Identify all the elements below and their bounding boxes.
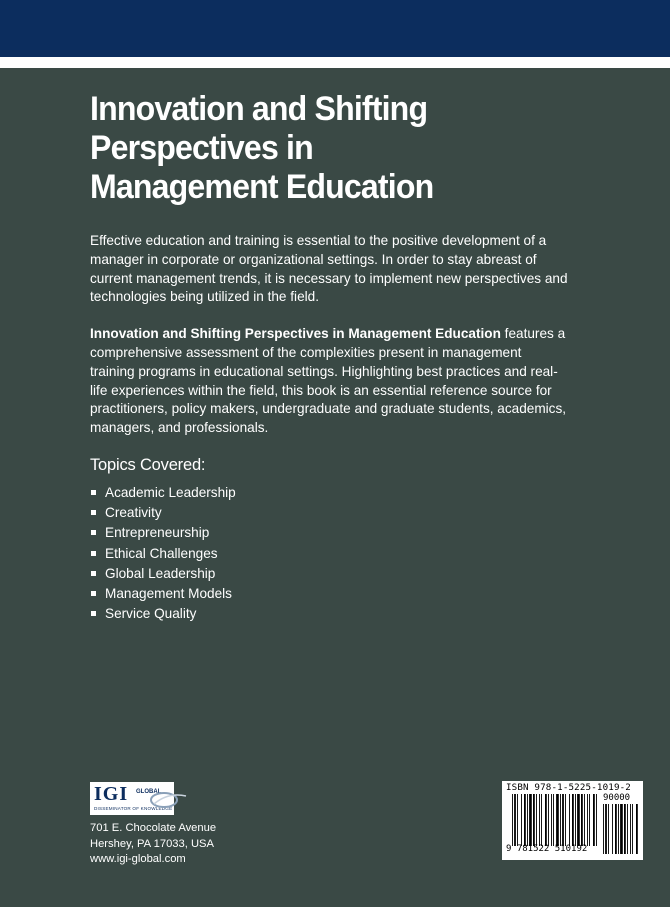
square-bullet-icon xyxy=(91,611,96,616)
square-bullet-icon xyxy=(91,551,96,556)
logo-global-text: GLOBAL xyxy=(136,789,162,795)
address-line-1: 701 E. Chocolate Avenue xyxy=(90,822,217,834)
isbn-barcode xyxy=(502,781,643,860)
square-bullet-icon xyxy=(91,490,96,495)
topics-list xyxy=(90,483,570,624)
square-bullet-icon xyxy=(91,571,96,576)
topic-item xyxy=(90,604,570,624)
white-divider-strip xyxy=(0,57,670,68)
barcode-digits: 9 781522 510192 xyxy=(506,844,588,854)
isbn-label: ISBN 978-1-5225-1019-2 xyxy=(506,782,631,793)
description-paragraph-1: Effective education and training is essential to the positive development of a manager in corporate or organizational settings. In order to stay abreast of current management trends, it is necessary to implement new perspectives and technologies being utilized in the field. xyxy=(90,233,568,305)
topic-item xyxy=(90,503,570,523)
topic-label: Entrepreneurship xyxy=(105,525,210,541)
topic-item xyxy=(90,584,570,604)
publisher-address xyxy=(90,821,290,868)
topic-label: Service Quality xyxy=(105,606,197,622)
publisher-website: www.igi-global.com xyxy=(90,853,186,866)
square-bullet-icon xyxy=(91,591,96,596)
topic-label: Creativity xyxy=(105,505,162,521)
back-cover-content xyxy=(90,90,570,624)
address-line-2: Hershey, PA 17033, USA xyxy=(90,837,214,850)
paragraph-2-bold-title: Innovation and Shifting Perspectives in Management Education xyxy=(90,326,501,342)
logo-tagline: DISSEMINATOR OF KNOWLEDGE xyxy=(94,806,173,811)
topic-item xyxy=(90,483,570,503)
paragraph-2-text: features a comprehensive assessment of the complexities present in management training programs in educational settings. Highlighting best practices and real-life experiences within the field, this book is an essential reference source for practitioners, policy makers, undergraduate and graduate students, academics, managers, and professionals. xyxy=(90,326,567,436)
topic-item xyxy=(90,523,570,543)
barcode-addon-digits: 90000 xyxy=(603,793,631,803)
topics-heading: Topics Covered: xyxy=(90,455,206,474)
topic-label: Academic Leadership xyxy=(105,484,236,500)
topic-label: Global Leadership xyxy=(105,565,216,581)
publisher-block xyxy=(90,782,290,868)
globe-swoosh-icon xyxy=(150,790,187,810)
square-bullet-icon xyxy=(91,530,96,535)
topic-item xyxy=(90,544,570,564)
topic-label: Ethical Challenges xyxy=(105,545,218,561)
description-paragraph-2 xyxy=(90,325,568,438)
square-bullet-icon xyxy=(91,510,96,515)
topic-label: Management Models xyxy=(105,585,232,601)
logo-wordmark: IGI xyxy=(94,783,129,805)
top-color-band xyxy=(0,0,670,57)
topic-item xyxy=(90,564,570,584)
igi-global-logo xyxy=(90,782,187,815)
book-title: Innovation and Shifting Perspectives in Management Education xyxy=(90,90,434,206)
